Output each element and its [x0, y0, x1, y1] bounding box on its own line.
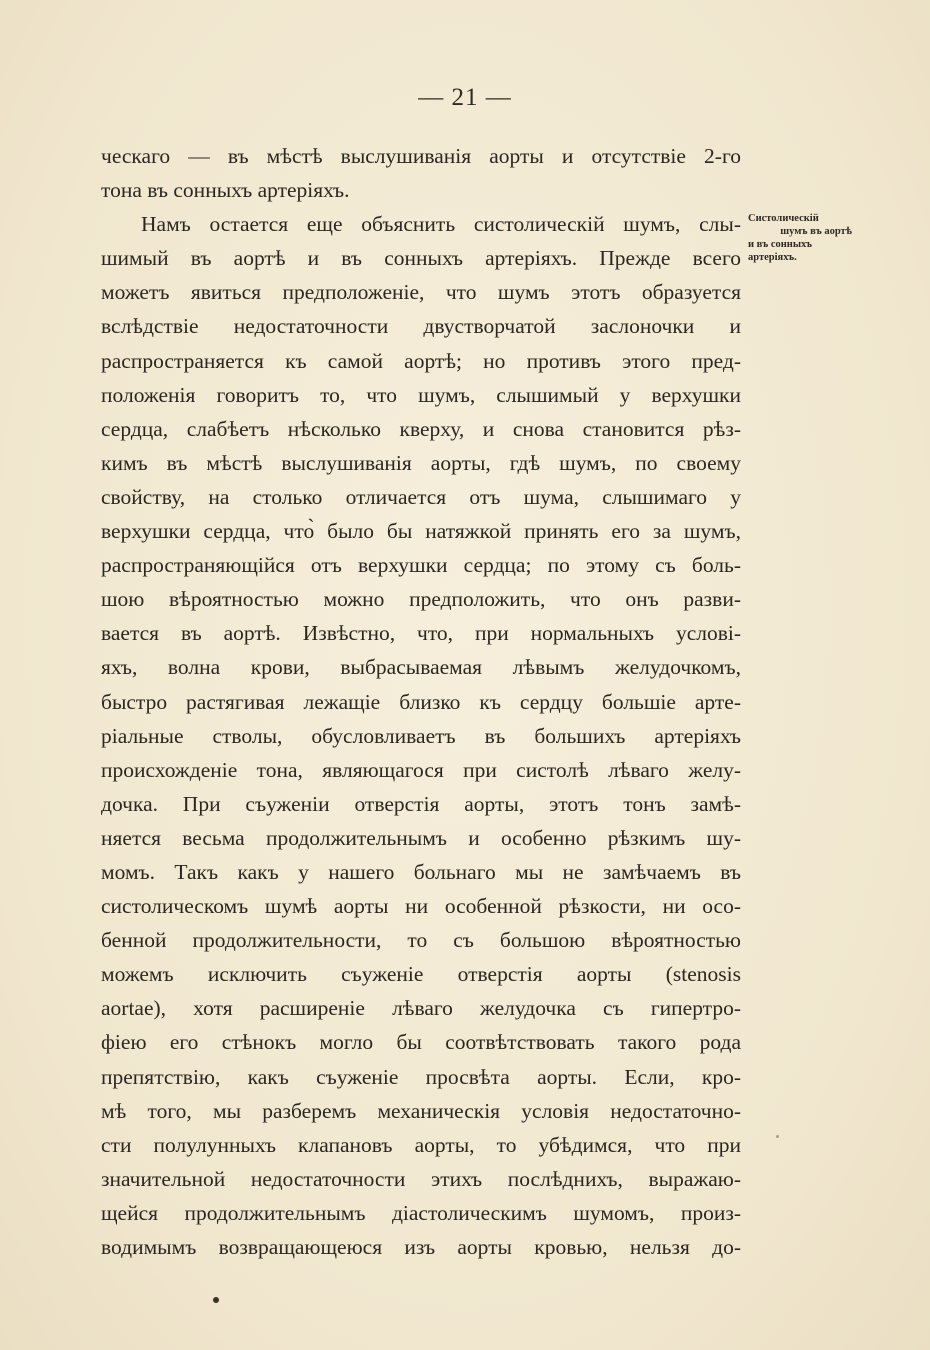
text-line: шимый въ аортѣ и въ сонныхъ артеріяхъ. Прежде всего: [101, 246, 741, 271]
text-line: значительной недостаточности этихъ послѣднихъ, выражаю-: [101, 1166, 741, 1191]
text-line: быстро растягивая лежащіе близко къ сердцу большіе арте-: [101, 689, 741, 714]
ink-speck: [213, 1297, 219, 1303]
text-line: aortae), хотя расширеніе лѣваго желудочка съ гипертро-: [101, 996, 741, 1021]
margin-note-line: Систолическій: [748, 213, 819, 224]
text-line: систолическомъ шумѣ аорты ни особенной рѣзкости, ни осо-: [101, 894, 741, 919]
text-line: распространяющійся отъ верхушки сердца; по этому съ боль-: [101, 553, 741, 578]
text-line: няется весьма продолжительнымъ и особенно рѣзкимъ шу-: [101, 825, 741, 850]
margin-note-line: шумъ въ аортѣ: [780, 226, 852, 237]
margin-note-line: артеріяхъ.: [748, 252, 797, 263]
text-line: свойству, на столько отличается отъ шума, слышимаго у: [101, 484, 741, 509]
text-line: распространяется къ самой аортѣ; но противъ этого пред-: [101, 348, 741, 373]
text-line: шою вѣроятностью можно предположить, что онъ разви-: [101, 587, 741, 612]
body-text: [101, 139, 741, 1264]
text-line: ріальные стволы, обусловливаетъ въ большихъ артеріяхъ: [101, 723, 741, 748]
text-line: вслѣдствіе недостаточности двустворчатой заслоночки и: [101, 314, 741, 339]
text-line: Намъ остается еще объяснить систолическій шумъ, слы-: [141, 212, 741, 237]
text-line: бенной продолжительности, то съ большою вѣроятностью: [101, 928, 741, 953]
text-line: ческаго — въ мѣстѣ выслушиванія аорты и отсутствіе 2-го: [101, 144, 741, 168]
margin-note: [748, 212, 858, 264]
text-line: яхъ, волна крови, выбрасываемая лѣвымъ желудочкомъ,: [101, 655, 741, 680]
text-line: происхожденіе тона, являющагося при систолѣ лѣваго желу-: [101, 757, 741, 782]
text-line: можемъ исключить съуженіе отверстія аорты (stenosis: [101, 962, 741, 987]
text-line: сти полулунныхъ клапановъ аорты, то убѣдимся, что при: [101, 1132, 741, 1157]
text-line: дочка. При съуженіи отверстія аорты, этотъ тонъ замѣ-: [101, 791, 741, 816]
text-line: тона въ сонныхъ артеріяхъ.: [101, 178, 350, 203]
text-line: вается въ аортѣ. Извѣстно, что, при нормальныхъ услові-: [101, 621, 741, 646]
text-line: водимымъ возвращающеюся изъ аорты кровью, нельзя до-: [101, 1235, 741, 1259]
text-line: фіею его стѣнокъ могло бы соотвѣтствовать такого рода: [101, 1030, 741, 1055]
text-line: можетъ явиться предположеніе, что шумъ этотъ образуется: [101, 280, 741, 305]
text-line: верхушки сердца, что̀ было бы натяжкой принять его за шумъ,: [101, 519, 741, 544]
text-line: сердца, слабѣетъ нѣсколько кверху, и снова становится рѣз-: [101, 416, 741, 441]
ink-speck: [776, 1135, 779, 1138]
text-line: положенія говоритъ то, что шумъ, слышимый у верхушки: [101, 382, 741, 407]
text-line: момъ. Такъ какъ у нашего больнаго мы не замѣчаемъ въ: [101, 859, 741, 884]
text-line: препятствію, какъ съуженіе просвѣта аорты. Если, кро-: [101, 1064, 741, 1089]
text-line: щейся продолжительнымъ діастолическимъ шумомъ, произ-: [101, 1200, 741, 1225]
page-number: — 21 —: [418, 84, 512, 111]
text-line: кимъ въ мѣстѣ выслушиванія аорты, гдѣ шумъ, по своему: [101, 450, 741, 475]
text-line: мѣ того, мы разберемъ механическія условія недостаточно-: [101, 1098, 741, 1123]
margin-note-line: и въ сонныхъ: [748, 239, 813, 250]
